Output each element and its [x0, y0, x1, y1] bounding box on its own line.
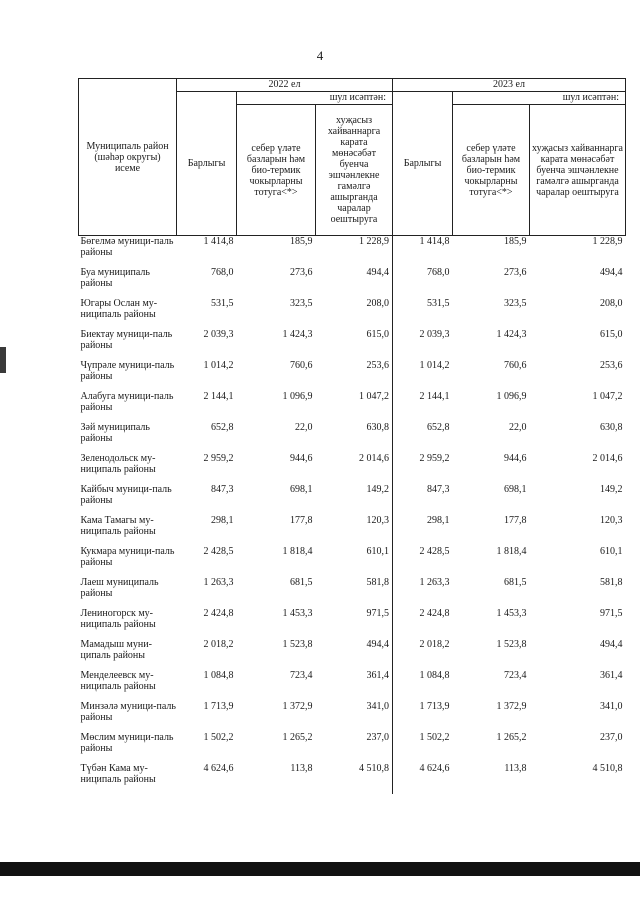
value-cell: 615,0	[600, 329, 623, 340]
value-cell: 1 047,2	[316, 391, 393, 422]
value-cell: 1 502,2	[419, 732, 450, 743]
value-cell: 1 265,2	[496, 732, 527, 743]
table-row	[79, 391, 626, 422]
value-cell: 1 453,3	[282, 608, 313, 619]
table-row	[79, 422, 626, 453]
district-name: Лаеш муниципаль районы	[80, 577, 159, 599]
value-cell: 1 453,3	[496, 608, 527, 619]
value-cell: 2 959,2	[203, 453, 234, 464]
value-cell: 1 084,8	[203, 670, 234, 681]
value-cell: 2 018,2	[203, 639, 234, 650]
district-name: Кукмара муници-паль районы	[80, 546, 175, 568]
district-name: Мөслим муници-паль районы	[80, 732, 174, 754]
value-cell: 494,4	[600, 267, 623, 278]
value-cell: 1 502,2	[203, 732, 234, 743]
district-name: Алабуга муници-паль районы	[80, 391, 174, 413]
value-cell: 113,8	[290, 763, 313, 774]
total-header-2023: Барлыгы	[393, 92, 453, 236]
table-body	[79, 236, 626, 795]
value-cell: 1 372,9	[496, 701, 527, 712]
including-header-2023: шул исәптән:	[453, 92, 626, 105]
value-cell: 615,0	[316, 329, 393, 360]
value-cell: 581,8	[316, 577, 393, 608]
page-number: 4	[316, 48, 324, 63]
value-cell: 298,1	[211, 515, 234, 526]
value-cell: 4 510,8	[592, 763, 623, 774]
value-cell: 208,0	[316, 298, 393, 329]
value-cell: 177,8	[290, 515, 313, 526]
value-cell: 22,0	[509, 422, 527, 433]
value-cell: 2 428,5	[419, 546, 450, 557]
table-row	[79, 329, 626, 360]
value-cell: 1 096,9	[282, 391, 313, 402]
value-cell: 581,8	[600, 577, 623, 588]
value-cell: 185,9	[290, 236, 313, 247]
value-cell: 681,5	[290, 577, 313, 588]
value-cell: 2 039,3	[203, 329, 234, 340]
value-cell: 1 414,8	[419, 236, 450, 247]
value-cell: 531,5	[211, 298, 234, 309]
value-cell: 1 265,2	[282, 732, 313, 743]
value-cell: 237,0	[600, 732, 623, 743]
district-name: Минзәлә муници-паль районы	[80, 701, 176, 723]
value-cell: 971,5	[600, 608, 623, 619]
value-cell: 298,1	[427, 515, 450, 526]
table-row	[79, 298, 626, 329]
district-name: Кайбыч муници-паль районы	[80, 484, 172, 506]
value-cell: 1 372,9	[282, 701, 313, 712]
value-cell: 847,3	[211, 484, 234, 495]
value-cell: 760,6	[290, 360, 313, 371]
value-cell: 1 228,9	[316, 236, 393, 268]
value-cell: 177,8	[504, 515, 527, 526]
table-row	[79, 484, 626, 515]
value-cell: 253,6	[600, 360, 623, 371]
table-header	[79, 79, 626, 236]
value-cell: 847,3	[427, 484, 450, 495]
year-2023-header: 2023 ел	[393, 79, 626, 92]
value-cell: 2 424,8	[419, 608, 450, 619]
district-name: Лениногорск му-ниципаль районы	[80, 608, 156, 630]
data-table	[78, 78, 626, 794]
value-cell: 630,8	[600, 422, 623, 433]
anthrax-header-2022: себер үләте базларын һәм био-термик чокырларны тотуга<*>	[237, 105, 316, 236]
value-cell: 723,4	[504, 670, 527, 681]
value-cell: 4 510,8	[316, 763, 393, 794]
municipal-header: Муниципаль район (шәһәр округы) исеме	[79, 79, 177, 236]
value-cell: 120,3	[600, 515, 623, 526]
value-cell: 2 959,2	[419, 453, 450, 464]
value-cell: 610,1	[316, 546, 393, 577]
value-cell: 4 624,6	[203, 763, 234, 774]
value-cell: 1 084,8	[419, 670, 450, 681]
value-cell: 273,6	[290, 267, 313, 278]
total-header-2022: Барлыгы	[177, 92, 237, 236]
year-2022-header: 2022 ел	[177, 79, 393, 92]
value-cell: 2 428,5	[203, 546, 234, 557]
value-cell: 273,6	[504, 267, 527, 278]
value-cell: 1 096,9	[496, 391, 527, 402]
value-cell: 652,8	[211, 422, 234, 433]
value-cell: 1 263,3	[419, 577, 450, 588]
value-cell: 768,0	[211, 267, 234, 278]
stray-animals-header-2023: хуҗасыз хайваннарга карата мөнәсәбәт буенча эшчәнлекне гамәлгә ашырганда чаралар оештыруга	[530, 105, 626, 236]
table-row	[79, 639, 626, 670]
value-cell: 361,4	[316, 670, 393, 701]
value-cell: 944,6	[504, 453, 527, 464]
value-cell: 1 818,4	[282, 546, 313, 557]
district-name: Зеленодольск му-ниципаль районы	[80, 453, 156, 475]
value-cell: 361,4	[600, 670, 623, 681]
value-cell: 2 039,3	[419, 329, 450, 340]
table-row	[79, 701, 626, 732]
value-cell: 1 713,9	[203, 701, 234, 712]
value-cell: 652,8	[427, 422, 450, 433]
value-cell: 1 713,9	[419, 701, 450, 712]
value-cell: 113,8	[504, 763, 527, 774]
value-cell: 494,4	[316, 267, 393, 298]
table-row	[79, 732, 626, 763]
district-name: Чүпрәле муници-паль районы	[80, 360, 175, 382]
value-cell: 2 014,6	[592, 453, 623, 464]
table-row	[79, 515, 626, 546]
value-cell: 1 263,3	[203, 577, 234, 588]
value-cell: 723,4	[290, 670, 313, 681]
value-cell: 681,5	[504, 577, 527, 588]
district-name: Мамадыш муни-ципаль районы	[80, 639, 152, 661]
value-cell: 1 523,8	[496, 639, 527, 650]
value-cell: 1 414,8	[203, 236, 234, 247]
value-cell: 22,0	[295, 422, 313, 433]
district-name: Югары Ослан му-ниципаль районы	[80, 298, 158, 320]
table-row	[79, 236, 626, 268]
table-row	[79, 546, 626, 577]
stray-animals-header-2022: хуҗасыз хайваннарга карата мөнәсәбәт буенча эшчәнлекне гамәлгә ашырганда чаралар оештыруга	[316, 105, 393, 236]
value-cell: 208,0	[600, 298, 623, 309]
value-cell: 971,5	[316, 608, 393, 639]
value-cell: 253,6	[316, 360, 393, 391]
value-cell: 1 228,9	[592, 236, 623, 247]
table-row	[79, 267, 626, 298]
value-cell: 1 047,2	[592, 391, 623, 402]
table-row	[79, 360, 626, 391]
value-cell: 1 424,3	[496, 329, 527, 340]
table-row	[79, 608, 626, 639]
value-cell: 760,6	[504, 360, 527, 371]
district-name: Биектау муници-паль районы	[80, 329, 173, 351]
scan-bottom-bar	[0, 862, 640, 876]
district-name: Түбән Кама му-ниципаль районы	[80, 763, 156, 785]
value-cell: 494,4	[316, 639, 393, 670]
value-cell: 610,1	[600, 546, 623, 557]
scan-mark	[0, 347, 6, 373]
value-cell: 2 424,8	[203, 608, 234, 619]
district-name: Менделеевск му-ниципаль районы	[80, 670, 156, 692]
value-cell: 185,9	[504, 236, 527, 247]
value-cell: 698,1	[504, 484, 527, 495]
value-cell: 237,0	[316, 732, 393, 763]
including-header-2022: шул исәптән:	[237, 92, 393, 105]
table-row	[79, 670, 626, 701]
value-cell: 1 818,4	[496, 546, 527, 557]
value-cell: 4 624,6	[419, 763, 450, 774]
value-cell: 944,6	[290, 453, 313, 464]
anthrax-header-2023: себер үләте базларын һәм био-термик чокырларны тотуга<*>	[453, 105, 530, 236]
value-cell: 341,0	[600, 701, 623, 712]
value-cell: 2 144,1	[203, 391, 234, 402]
table-row	[79, 763, 626, 794]
value-cell: 531,5	[427, 298, 450, 309]
value-cell: 1 014,2	[203, 360, 234, 371]
value-cell: 341,0	[316, 701, 393, 732]
district-name: Бөгелмә муници-паль районы	[80, 236, 174, 258]
value-cell: 630,8	[316, 422, 393, 453]
value-cell: 149,2	[600, 484, 623, 495]
value-cell: 2 014,6	[316, 453, 393, 484]
value-cell: 494,4	[600, 639, 623, 650]
value-cell: 768,0	[427, 267, 450, 278]
value-cell: 1 523,8	[282, 639, 313, 650]
value-cell: 1 424,3	[282, 329, 313, 340]
table-row	[79, 577, 626, 608]
value-cell: 120,3	[316, 515, 393, 546]
value-cell: 1 014,2	[419, 360, 450, 371]
district-name: Буа муниципаль районы	[80, 267, 150, 289]
table-row	[79, 453, 626, 484]
district-name: Кама Тамагы му-ниципаль районы	[80, 515, 156, 537]
value-cell: 2 144,1	[419, 391, 450, 402]
district-name: Зәй муниципаль районы	[80, 422, 150, 444]
value-cell: 323,5	[504, 298, 527, 309]
value-cell: 2 018,2	[419, 639, 450, 650]
value-cell: 323,5	[290, 298, 313, 309]
value-cell: 698,1	[290, 484, 313, 495]
value-cell: 149,2	[316, 484, 393, 515]
